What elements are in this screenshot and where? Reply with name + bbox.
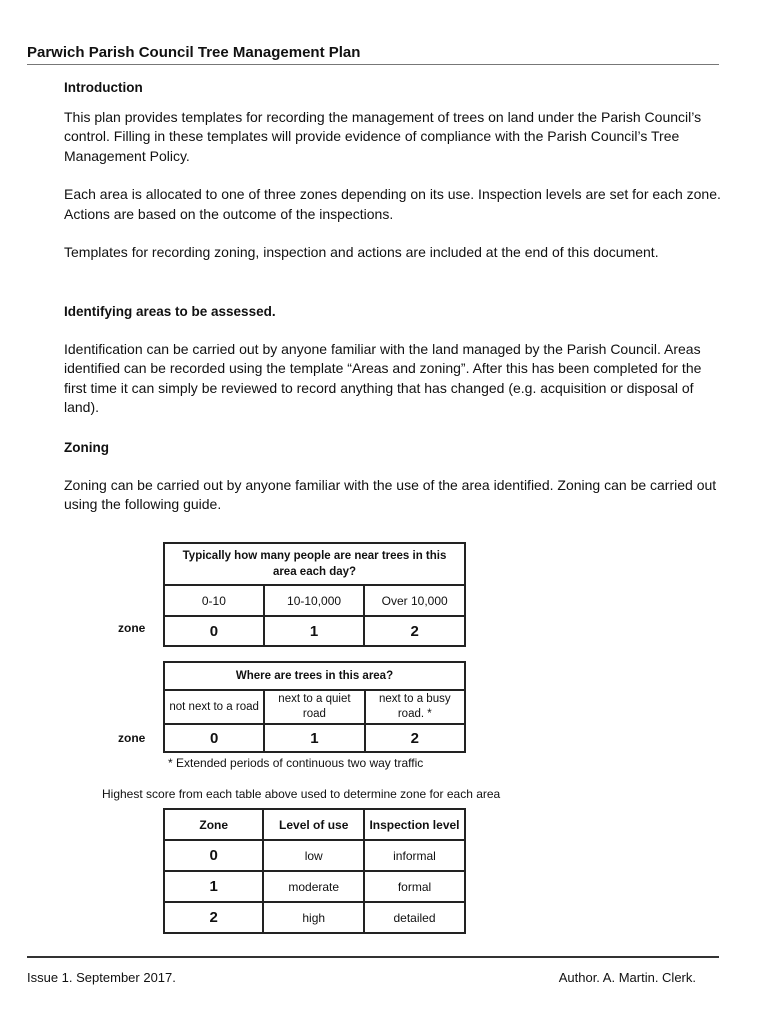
zoning-heading: Zoning	[64, 440, 109, 455]
intro-paragraph-3: Templates for recording zoning, inspection and actions are included at the end of this document.	[64, 244, 659, 260]
zoning-section	[64, 438, 724, 515]
table3-header: Zone	[164, 809, 263, 840]
identifying-section	[64, 302, 724, 418]
table2-location-cell: next to a busy road. *	[365, 690, 465, 724]
table1-zone-cell: 0	[164, 616, 264, 646]
table3-zone-cell: 2	[164, 902, 263, 933]
table3-use-cell: high	[263, 902, 364, 933]
table1-range-cell: 0-10	[164, 585, 264, 616]
table1-zone-label: zone	[118, 621, 146, 635]
table3-header: Inspection level	[364, 809, 465, 840]
table2-zone-cell: 1	[264, 724, 364, 752]
table3-use-cell: moderate	[263, 871, 364, 902]
table2-zone-cell: 2	[365, 724, 465, 752]
table2-zone-label: zone	[118, 731, 146, 745]
table1-range-cell: Over 10,000	[364, 585, 465, 616]
introduction-section	[64, 78, 724, 263]
tree-location-table	[163, 661, 466, 753]
footer-divider	[27, 956, 719, 958]
people-near-trees-table	[163, 542, 466, 647]
table2-location-cell: next to a quiet road	[264, 690, 364, 724]
highest-score-note: Highest score from each table above used to determine zone for each area	[102, 787, 501, 801]
table1-zone-cell: 2	[364, 616, 465, 646]
footer-issue: Issue 1. September 2017.	[27, 970, 176, 985]
table3-inspection-cell: detailed	[364, 902, 465, 933]
table2-location-cell: not next to a road	[164, 690, 264, 724]
document-title: Parwich Parish Council Tree Management Plan	[27, 44, 719, 65]
table3-zone-cell: 1	[164, 871, 263, 902]
identifying-heading: Identifying areas to be assessed.	[64, 304, 276, 319]
identifying-paragraph: Identification can be carried out by anyone familiar with the land managed by the Parish Council. Areas identified can be recorded using the template “Areas and zoning”. After this has been completed for the first time it can simply be reviewed to record anything that has changed (e.g. acquisition or disposal of land).	[64, 340, 702, 415]
table-row	[164, 840, 465, 871]
table2-footnote: * Extended periods of continuous two way traffic	[168, 756, 424, 770]
table-row	[164, 871, 465, 902]
table1-caption: Typically how many people are near trees in this area each day?	[164, 543, 465, 585]
table1-zone-cell: 1	[264, 616, 365, 646]
table3-inspection-cell: formal	[364, 871, 465, 902]
table3-zone-cell: 0	[164, 840, 263, 871]
table-row	[164, 902, 465, 933]
table2-zone-cell: 0	[164, 724, 264, 752]
intro-paragraph-2: Each area is allocated to one of three zones depending on its use. Inspection levels are set for each zone. Actions are based on the outcome of the inspections.	[64, 186, 721, 222]
zone-inspection-table	[163, 808, 466, 934]
footer-author: Author. A. Martin. Clerk.	[558, 970, 696, 985]
table3-header: Level of use	[263, 809, 364, 840]
table2-caption: Where are trees in this area?	[164, 662, 465, 690]
zoning-paragraph: Zoning can be carried out by anyone familiar with the use of the area identified. Zoning can be carried out using the following guide.	[64, 476, 717, 512]
table3-use-cell: low	[263, 840, 364, 871]
table1-range-cell: 10-10,000	[264, 585, 365, 616]
introduction-heading: Introduction	[64, 80, 143, 95]
table3-inspection-cell: informal	[364, 840, 465, 871]
intro-paragraph-1: This plan provides templates for recording the management of trees on land under the Parish Council’s control. Filling in these templates will provide evidence of compliance with the Parish Council’s Tree Management Policy.	[64, 108, 702, 164]
